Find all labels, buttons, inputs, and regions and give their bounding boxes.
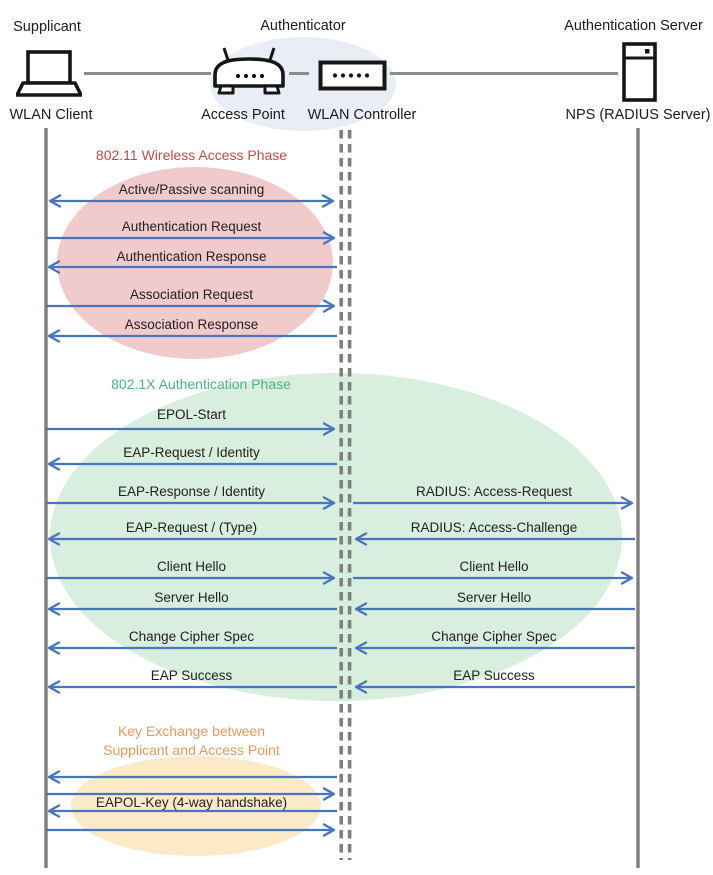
role-authentication-server: Authentication Server [564,18,703,34]
role-authenticator: Authenticator [260,18,346,34]
device-nps-radius-server: NPS (RADIUS Server) [565,107,711,123]
label-active-passive-scanning: Active/Passive scanning [118,182,265,197]
label-server-hello-left: Server Hello [154,590,229,605]
label-eap-request-type: EAP-Request / (Type) [125,520,258,535]
access-point-icon [212,46,286,104]
label-radius-access-request: RADIUS: Access-Request [415,484,573,499]
phase-title-key-exchange [46,722,337,760]
label-association-response: Association Response [124,317,259,332]
phase-title-wireless-access: 802.11 Wireless Access Phase [95,147,288,163]
phase-title-key-exchange-line1: Key Exchange between [117,723,266,739]
label-eap-response-identity: EAP-Response / Identity [117,484,266,499]
label-authentication-request: Authentication Request [121,219,262,234]
role-supplicant: Supplicant [13,19,81,35]
label-client-hello-left: Client Hello [156,559,227,574]
laptop-icon [16,50,82,100]
wlan-controller-icon [318,60,388,92]
label-epol-start: EPOL-Start [156,407,227,422]
label-client-hello-right: Client Hello [459,559,529,574]
phase-title-key-exchange-line2: Supplicant and Access Point [103,742,280,758]
label-eap-success-left: EAP Success [150,668,233,683]
label-change-cipher-spec-right: Change Cipher Spec [431,629,557,644]
label-association-request: Association Request [129,287,254,302]
label-eap-request-identity: EAP-Request / Identity [123,445,260,460]
label-authentication-response: Authentication Response [116,249,267,264]
label-change-cipher-spec-left: Change Cipher Spec [128,629,255,644]
label-server-hello-right: Server Hello [456,590,532,605]
authentication-phase-ellipse [50,373,622,701]
phase-title-authentication: 802.1X Authentication Phase [111,376,291,392]
label-radius-access-challenge: RADIUS: Access-Challenge [410,520,578,535]
label-eap-success-right: EAP Success [453,668,535,683]
server-icon [621,42,658,103]
device-wlan-client: WLAN Client [9,107,93,123]
device-wlan-controller: WLAN Controller [307,107,417,123]
label-eapol-key-handshake: EAPOL-Key (4-way handshake) [95,795,288,810]
device-access-point: Access Point [201,107,285,123]
